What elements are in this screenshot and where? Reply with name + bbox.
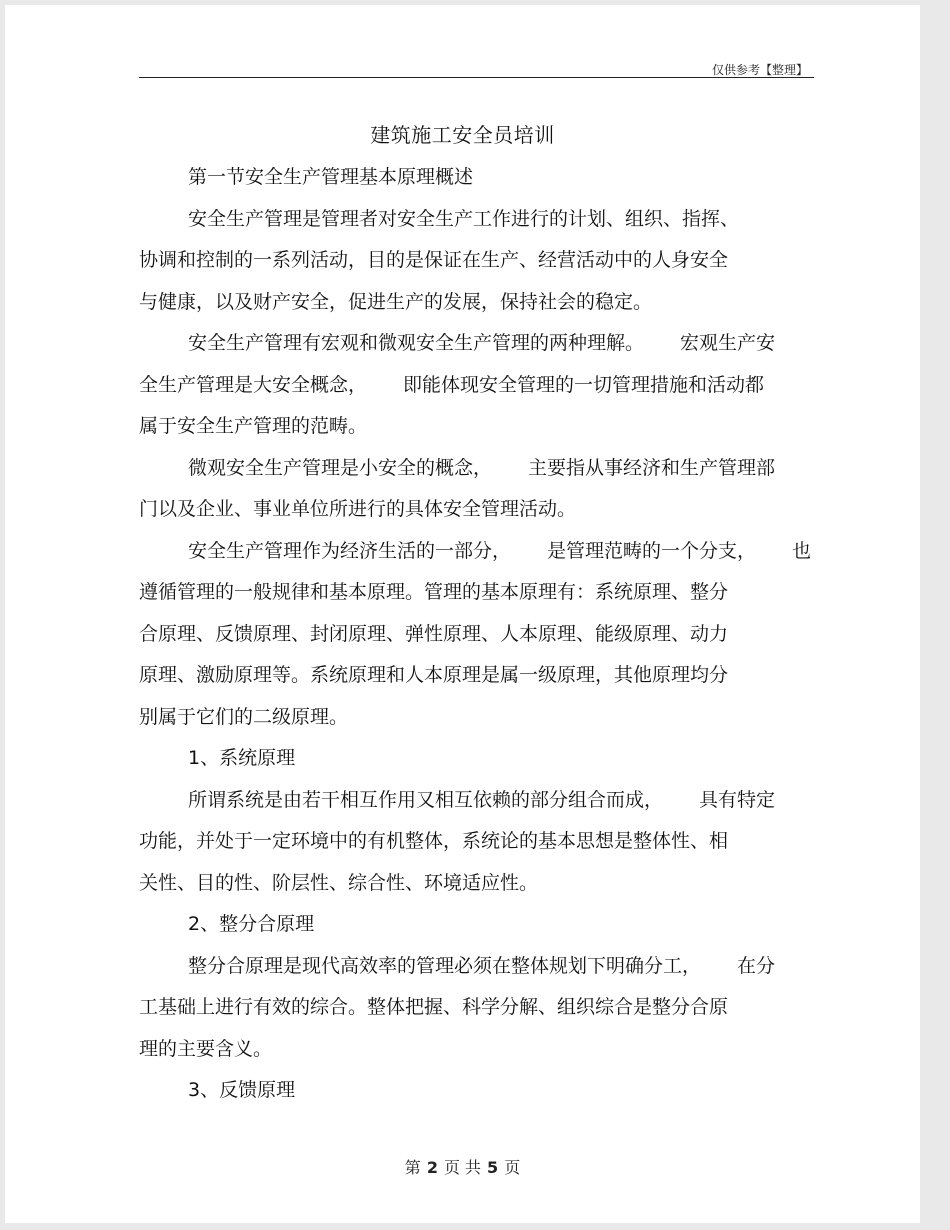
text-segment: 全生产管理是大安全概念， [139,373,368,396]
text-segment: 协调和控制的一系列活动，目的是保证在生产、经营活动中的人身安全 [139,249,729,271]
text-segment: 安全生产管理是管理者对安全生产工作进行的计划、组织、指挥、 [188,207,740,230]
text-line [139,1029,819,1071]
text-segment: 1、系统原理 [188,747,296,769]
text-line [139,821,819,863]
text-segment: 理的主要含义。 [139,1037,273,1060]
text-line [139,282,819,324]
text-line [139,946,819,988]
text-line [139,531,819,573]
page-footer [5,1155,920,1178]
footer-prefix: 第 [404,1158,421,1177]
text-line [139,904,819,946]
text-line [139,655,819,697]
text-line [139,697,819,739]
footer-suffix: 页 [504,1158,521,1177]
text-line [139,863,819,905]
footer-page-number: 2 [426,1158,438,1177]
text-segment: 遵循管理的一般规律和基本原理。管理的基本原理有：系统原理、整分 [139,581,729,603]
header-rule [139,77,814,78]
text-segment: 工基础上进行有效的综合。整体把握、科学分解、组织综合是整分合原 [139,996,729,1018]
header-note: 仅供参考【整理】 [711,63,808,77]
text-segment: 整分合原理是现代高效率的管理必须在整体规划下明确分工， [188,954,702,977]
text-segment: 功能，并处于一定环境中的有机整体，系统论的基本思想是整体性、相 [139,830,729,852]
text-segment: 主要指从事经济和生产管理部 [528,456,776,479]
text-segment: 关性、目的性、阶层性、综合性、环境适应性。 [139,871,539,894]
text-segment: 原理、激励原理等。系统原理和人本原理是属一级原理，其他原理均分 [139,664,729,686]
text-line [139,199,819,241]
text-segment: 是管理范畴的一个分支， [547,539,757,562]
document-page [5,5,920,1223]
text-line [139,157,819,199]
document-body [139,157,819,1112]
text-segment: 第一节安全生产管理基本原理概述 [188,166,474,188]
text-segment: 3、反馈原理 [188,1079,296,1101]
text-segment: 与健康，以及财产安全，促进生产的发展，保持社会的稳定。 [139,290,653,313]
text-line [139,489,819,531]
text-segment: 安全生产管理有宏观和微观安全生产管理的两种理解。 [188,332,645,354]
text-segment: 微观安全生产管理是小安全的概念， [188,456,493,479]
text-segment: 安全生产管理作为经济生活的一部分， [188,539,512,562]
text-segment: 具有特定 [699,788,776,811]
text-segment: 即能体现安全管理的一切管理措施和活动都 [403,373,765,396]
text-segment: 宏观生产安 [680,332,776,354]
footer-middle: 页 共 [443,1158,482,1177]
text-line [139,780,819,822]
text-segment: 所谓系统是由若干相互作用又相互依赖的部分组合而成， [188,788,664,811]
text-line [139,365,819,407]
text-segment: 属于安全生产管理的范畴。 [139,415,368,437]
footer-page-total: 5 [487,1158,499,1177]
text-line [139,323,819,365]
document-title: 建筑施工安全员培训 [370,123,555,147]
text-line [139,738,819,780]
text-line [139,572,819,614]
text-line [139,448,819,490]
text-segment: 门以及企业、事业单位所进行的具体安全管理活动。 [139,498,577,520]
text-segment: 2、整分合原理 [188,913,315,935]
text-segment: 也 [792,539,812,562]
text-line [139,406,819,448]
text-line [139,240,819,282]
text-segment: 别属于它们的二级原理。 [139,705,349,728]
text-segment: 合原理、反馈原理、封闭原理、弹性原理、人本原理、能级原理、动力 [139,622,729,645]
text-line [139,614,819,656]
text-line [139,1070,819,1112]
text-segment: 在分 [737,954,776,977]
text-line [139,987,819,1029]
